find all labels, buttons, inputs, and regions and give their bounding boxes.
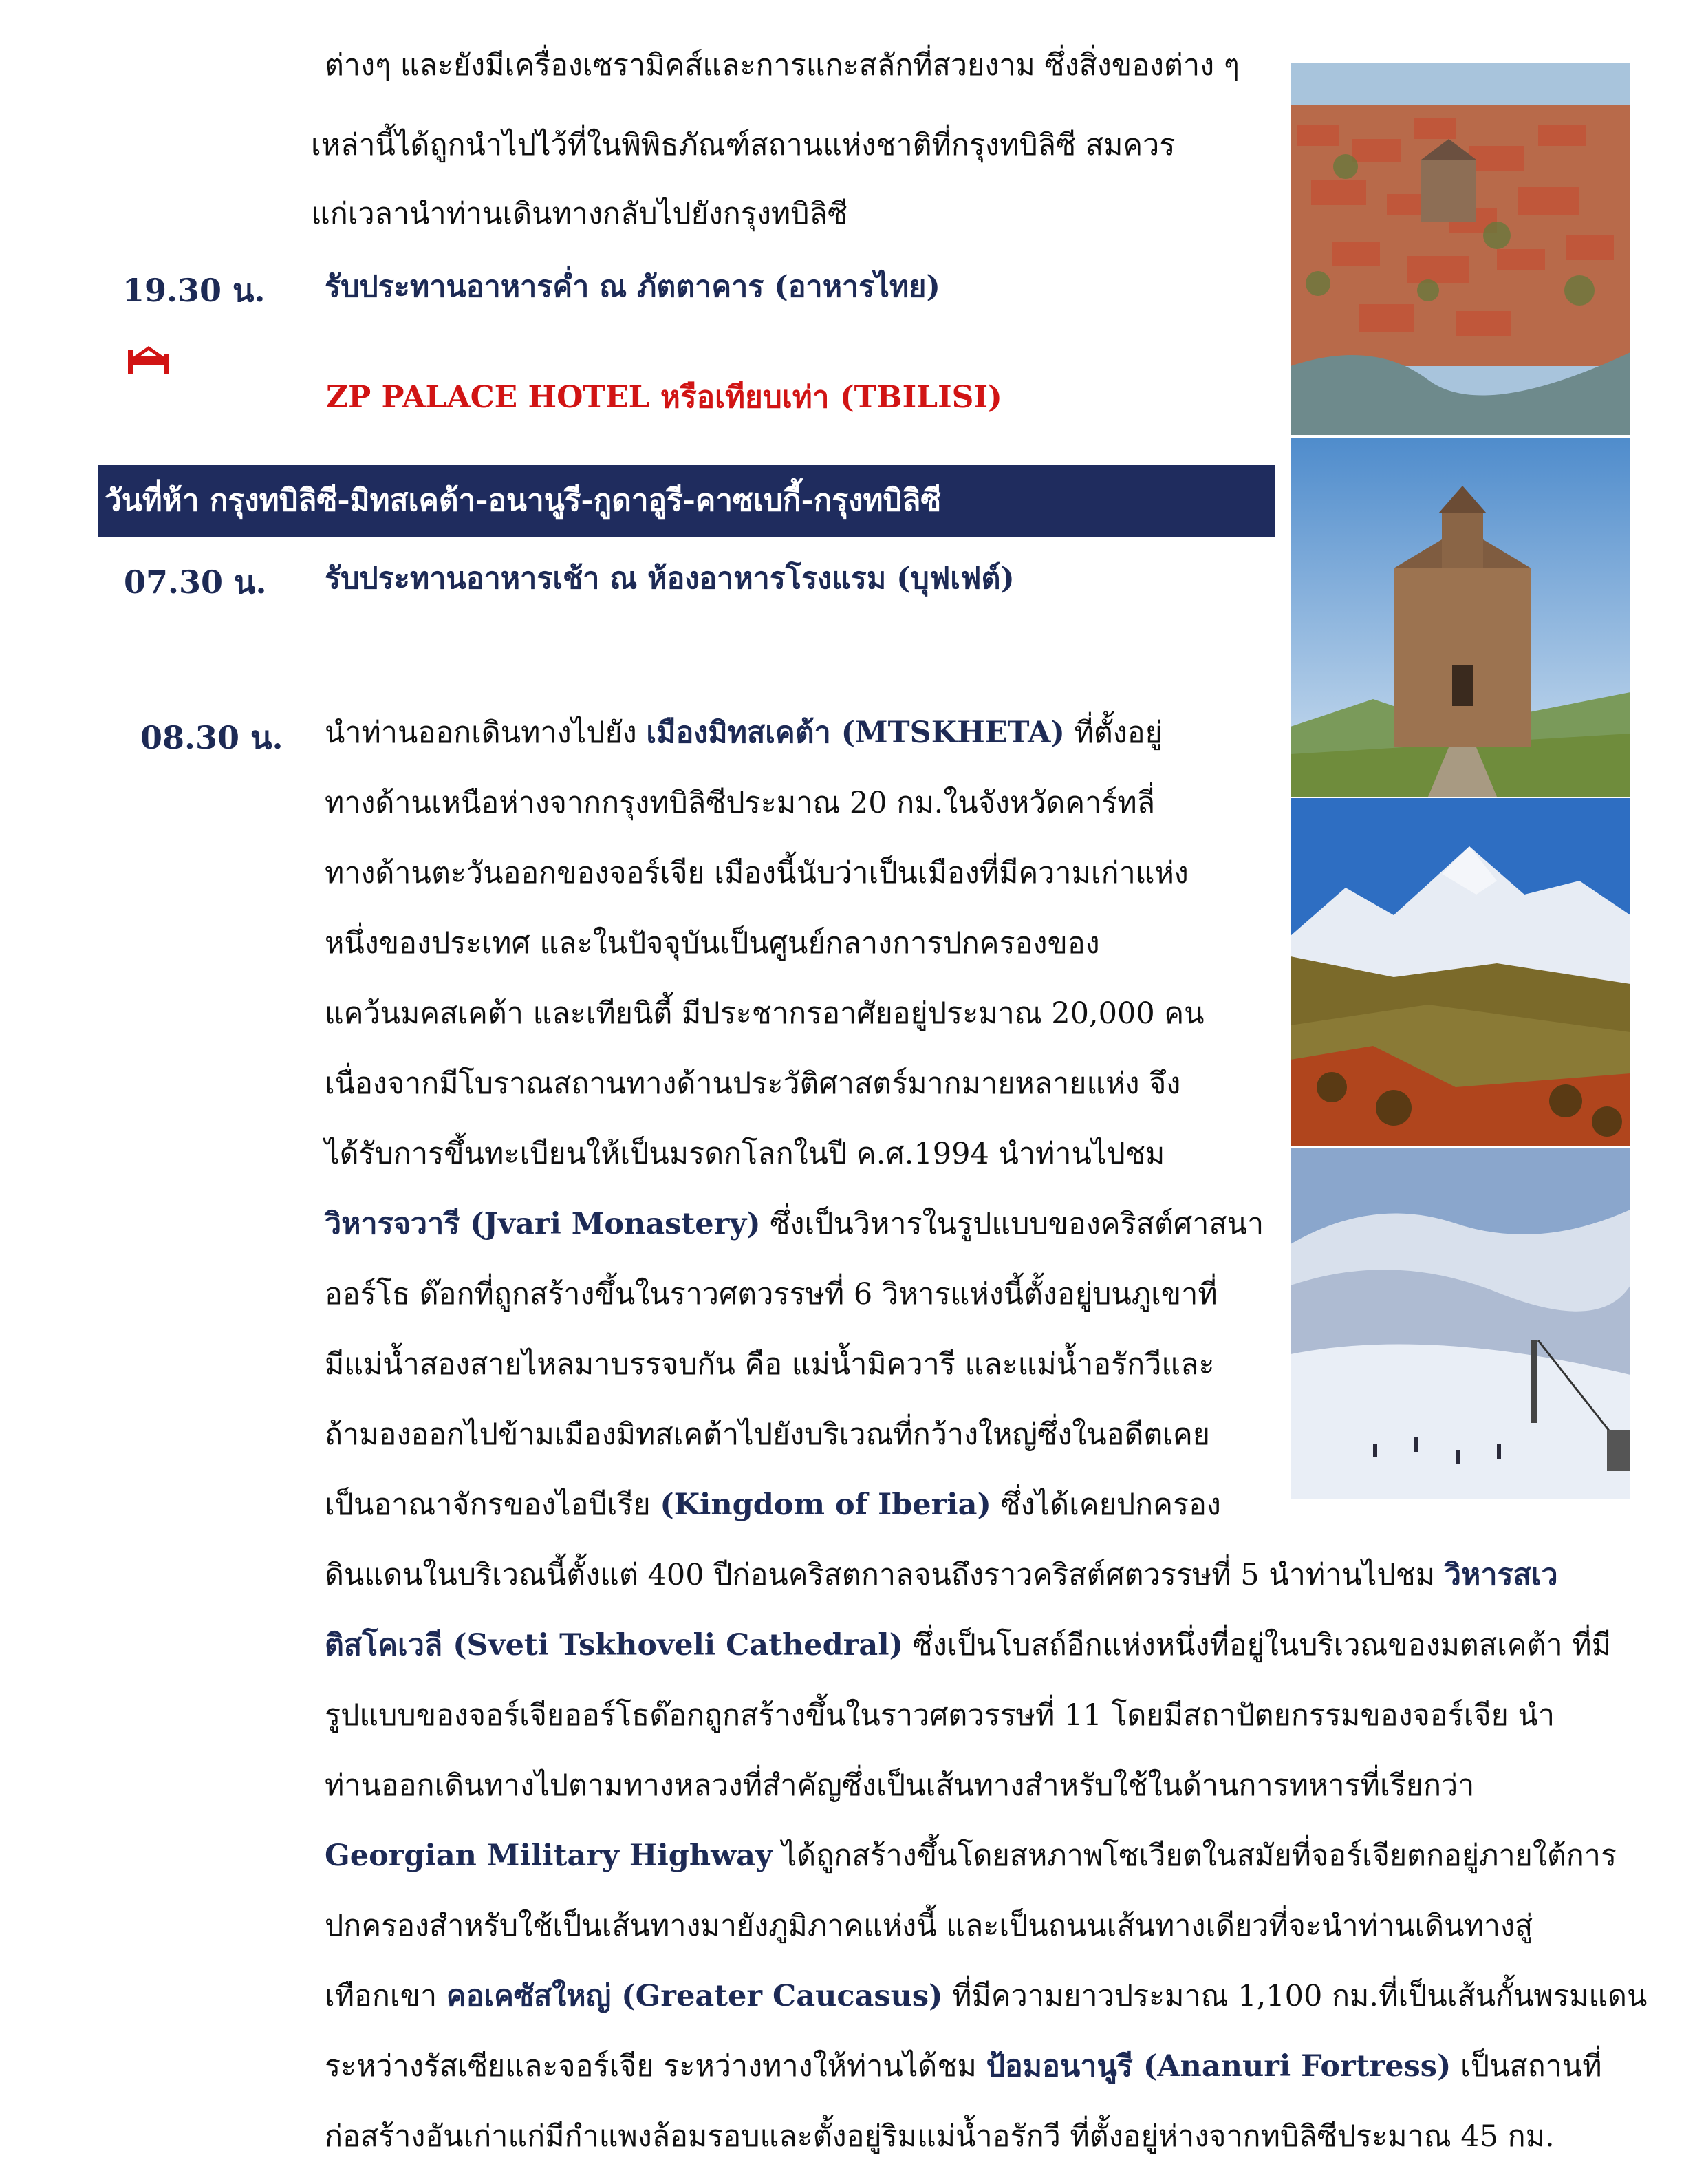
depart-line-4: หนึ่งของประเทศ และในปัจจุบันเป็นศูนย์กลางการปกครองของ bbox=[325, 926, 1100, 961]
wide-line-6: ปกครองสำหรับใช้เป็นเส้นทางมายังภูมิภาคแห่งนี้ และเป็นถนนเส้นทางเดียวที่จะนำท่านเดินทางสู่ bbox=[325, 1909, 1533, 1943]
photo-jvari-monastery bbox=[1291, 438, 1630, 797]
breakfast-time: 07.30 น. bbox=[124, 564, 267, 601]
depart-line-9: ออร์โธ ด๊อกที่ถูกสร้างขึ้นในราวศตวรรษที่ 6 วิหารแห่งนี้ตั้งอยู่บนภูเขาที่ bbox=[325, 1277, 1218, 1312]
depart-line-3: ทางด้านตะวันออกของจอร์เจีย เมืองนี้นับว่าเป็นเมืองที่มีความเก่าแห่ง bbox=[325, 856, 1189, 890]
depart-line-8b: ซึ่งเป็นวิหารในรูปแบบของคริสต์ศาสนา bbox=[760, 1207, 1264, 1241]
caucasus-title: คอเคซัสใหญ่ (Greater Caucasus) bbox=[446, 1979, 943, 2013]
wide-line-3: รูปแบบของจอร์เจียออร์โธด๊อกถูกสร้างขึ้นในราวศตวรรษที่ 11 โดยมีสถาปัตยกรรมของจอร์เจีย นำ bbox=[325, 1698, 1555, 1733]
depart-line-6: เนื่องจากมีโบราณสถานทางด้านประวัติศาสตร์มากมายหลายแห่ง จึง bbox=[325, 1067, 1181, 1101]
wide-line-5b: ได้ถูกสร้างขึ้นโดยสหภาพโซเวียตในสมัยที่จอร์เจียตกอยู่ภายใต้การ bbox=[773, 1839, 1617, 1873]
dinner-time: 19.30 น. bbox=[122, 272, 266, 309]
bed-icon bbox=[125, 344, 173, 378]
depart-line-12a: เป็นอาณาจักรของไอบีเรีย bbox=[325, 1488, 660, 1522]
wide-line-7 bbox=[325, 1961, 1647, 2031]
depart-time: 08.30 น. bbox=[140, 719, 283, 756]
wide-line-7a: เทือกเขา bbox=[325, 1979, 446, 2013]
depart-line-10: มีแม่น้ำสองสายไหลมาบรรจบกัน คือ แม่น้ำมิควารี และแม่น้ำอรักวีและ bbox=[325, 1347, 1215, 1382]
wide-line-7c: ที่มีความยาวประมาณ 1,100 กม.ที่เป็นเส้นกั้นพรมแดน bbox=[942, 1979, 1648, 2013]
wide-line-8c: เป็นสถานที่ bbox=[1451, 2049, 1602, 2084]
intro-line-2: เหล่านี้ได้ถูกนำไปไว้ที่ในพิพิธภัณฑ์สถานแห่งชาติที่กรุงทบิลิซี สมควร bbox=[311, 128, 1176, 162]
depart-line-12 bbox=[325, 1470, 1221, 1540]
iberia-title: (Kingdom of Iberia) bbox=[660, 1488, 991, 1522]
wide-line-8a: ระหว่างรัสเซียและจอร์เจีย ระหว่างทางให้ท่านได้ชม bbox=[325, 2049, 986, 2084]
mtskheta-title: เมืองมิทสเคต้า (MTSKHETA) bbox=[646, 716, 1065, 750]
depart-line-1a: นำท่านออกเดินทางไปยัง bbox=[325, 716, 647, 750]
sveti-title-b: ติสโคเวลี (Sveti Tskhoveli Cathedral) bbox=[325, 1628, 903, 1662]
photo-caucasus-mountains bbox=[1291, 798, 1630, 1146]
ananuri-title: ป้อมอนานูรี (Ananuri Fortress) bbox=[986, 2049, 1451, 2084]
depart-line-8 bbox=[325, 1189, 1264, 1259]
wide-line-1 bbox=[325, 1540, 1558, 1610]
depart-line-1c: ที่ตั้งอยู่ bbox=[1064, 716, 1163, 750]
day-five-header: วันที่ห้า กรุงทบิลิซี-มิทสเคต้า-อนานูรี-กูดาอูรี-คาซเบกี้-กรุงทบิลิซี bbox=[98, 465, 1275, 537]
wide-line-2b: ซึ่งเป็นโบสถ์อีกแห่งหนึ่งที่อยู่ในบริเวณของมตสเคต้า ที่มี bbox=[903, 1628, 1611, 1662]
military-highway-title: Georgian Military Highway bbox=[325, 1839, 773, 1873]
jvari-title: วิหารจวารี (Jvari Monastery) bbox=[325, 1207, 761, 1241]
intro-line-3: แก่เวลานำท่านเดินทางกลับไปยังกรุงทบิลิซี bbox=[311, 197, 848, 231]
wide-line-9: ก่อสร้างอันเก่าแก่มีกำแพงล้อมรอบและตั้งอยู่ริมแม่น้ำอรักวี ที่ตั้งอยู่ห่างจากทบิลิซีประมาณ 45 กม. bbox=[325, 2119, 1555, 2154]
intro-line-1: ต่างๆ และยังมีเครื่องเซรามิคส์และการแกะสลักที่สวยงาม ซึ่งสิ่งของต่าง ๆ bbox=[325, 48, 1240, 83]
dinner-text: รับประทานอาหารค่ำ ณ ภัตตาคาร (อาหารไทย) bbox=[325, 270, 940, 304]
wide-line-1a: ดินแดนในบริเวณนี้ตั้งแต่ 400 ปีก่อนคริสตกาลจนถึงราวคริสต์ศตวรรษที่ 5 นำท่านไปชม bbox=[325, 1558, 1445, 1592]
wide-line-8 bbox=[325, 2031, 1602, 2101]
depart-line-1 bbox=[325, 698, 1163, 768]
breakfast-text: รับประทานอาหารเช้า ณ ห้องอาหารโรงแรม (บุฟเฟต์) bbox=[325, 561, 1015, 596]
wide-line-2 bbox=[325, 1610, 1611, 1680]
depart-line-11: ถ้ามองออกไปข้ามเมืองมิทสเคต้าไปยังบริเวณที่กว้างใหญ่ซึ่งในอดีตเคย bbox=[325, 1417, 1210, 1452]
photo-mtskheta-town bbox=[1291, 63, 1630, 435]
depart-line-5: แคว้นมคสเคต้า และเทียนิตี้ มีประชากรอาศัยอยู่ประมาณ 20,000 คน bbox=[325, 996, 1205, 1031]
wide-line-4: ท่านออกเดินทางไปตามทางหลวงที่สำคัญซึ่งเป็นเส้นทางสำหรับใช้ในด้านการทหารที่เรียกว่า bbox=[325, 1768, 1475, 1803]
depart-line-2: ทางด้านเหนือห่างจากกรุงทบิลิซีประมาณ 20 กม.ในจังหวัดคาร์ทลี่ bbox=[325, 786, 1156, 820]
hotel-name: ZP PALACE HOTEL หรือเทียบเท่า (TBILISI) bbox=[326, 380, 1002, 415]
depart-line-7: ได้รับการขึ้นทะเบียนให้เป็นมรดกโลกในปี ค.ศ.1994 นำท่านไปชม bbox=[325, 1137, 1165, 1171]
sveti-title-a: วิหารสเว bbox=[1444, 1558, 1558, 1592]
depart-line-12c: ซึ่งได้เคยปกครอง bbox=[991, 1488, 1221, 1522]
wide-line-5 bbox=[325, 1821, 1617, 1891]
photo-gudauri-ski-slope bbox=[1291, 1148, 1630, 1499]
